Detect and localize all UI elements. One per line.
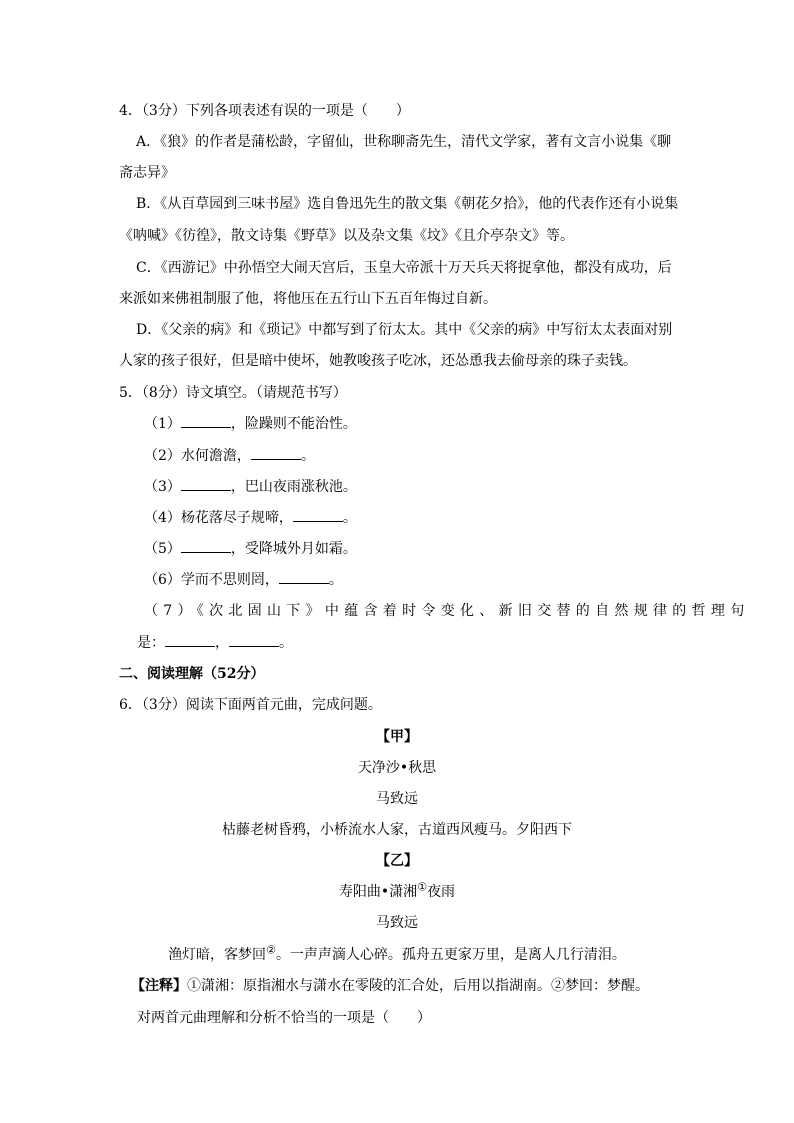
q5-item-7-after: 。 (279, 635, 293, 651)
q5-item-7-line1: （7）《次北固山下》中蕴含着时令变化、新旧交替的自然规律的哲理句 (144, 603, 750, 619)
footnote-mark-2: ② (266, 943, 276, 957)
q4-option-c-line1: C．《西游记》中孙悟空大闹天宫后，玉皇大帝派十万天兵天将捉拿他，都没有成功，后 (136, 260, 672, 276)
poem-b-text-after: 。一声声滴人心碎。孤舟五更家万里，是离人几行清泪。 (275, 947, 626, 963)
q5-item-3-after: ，巴山夜雨涨秋池。 (230, 479, 357, 495)
answer-blank (279, 570, 329, 584)
q5-item-1 (144, 414, 357, 434)
poem-a-author: 马致远 (376, 791, 418, 807)
answer-blank (293, 508, 343, 522)
q5-stem: 5．（8分）诗文填空。（请规范书写） (119, 385, 347, 401)
q5-item-2-after: 。 (300, 448, 315, 464)
q4-option-b-line2: 《呐喊》《彷徨》，散文诗集《野草》以及杂文集《坟》《且介亭杂文》等。 (119, 228, 574, 244)
poem-b-title-before: 寿阳曲•潇湘 (338, 884, 418, 900)
section-2-heading: 二、阅读理解（52分） (119, 666, 265, 682)
q5-item-2-before: 水何澹澹， (180, 448, 251, 464)
q5-item-3 (144, 477, 357, 497)
q5-item-6-after: 。 (328, 572, 343, 588)
poem-b-text (119, 945, 675, 965)
q4-option-b-line1: B．《从百草园到三味书屋》选自鲁迅先生的散文集《朝花夕拾》，他的代表作还有小说集 (136, 196, 679, 212)
q5-item-5-after: ，受降城外月如霜。 (230, 541, 357, 557)
q4-stem: 4．（3分）下列各项表述有误的一项是（ ） (119, 103, 410, 119)
answer-blank (181, 477, 231, 491)
poem-a-text: 枯藤老树昏鸦，小桥流水人家，古道西风瘦马。夕阳西下 (222, 822, 572, 838)
q5-item-1-after: ，险躁则不能治性。 (230, 416, 357, 432)
q5-item-3-prefix: （3） (144, 479, 181, 495)
q5-item-1-prefix: （1） (144, 416, 181, 432)
poem-b-title-after: 夜雨 (427, 884, 456, 900)
note-label: 【注释】 (131, 978, 187, 994)
poem-a-label: 【甲】 (376, 729, 418, 745)
q5-item-6-prefix: （6） (144, 572, 181, 588)
q5-item-4-after: 。 (342, 510, 357, 526)
q6-stem: 6．（3分）阅读下面两首元曲，完成问题。 (119, 697, 382, 713)
q6-question: 对两首元曲理解和分析不恰当的一项是（ ） (137, 1010, 431, 1026)
poem-b-label: 【乙】 (376, 853, 418, 869)
poem-b-author: 马致远 (376, 915, 418, 931)
q5-item-6 (144, 570, 343, 590)
answer-blank (251, 446, 301, 460)
q5-item-7-before: 是： (137, 635, 165, 651)
q4-option-d-line1: D．《父亲的病》和《琐记》中都写到了衍太太。其中《父亲的病》中写衍太太表面对别 (136, 322, 673, 338)
q5-item-6-before: 学而不思则罔， (180, 572, 279, 588)
answer-blank (165, 633, 215, 647)
q4-option-c-line2: 来派如来佛祖制服了他，将他压在五行山下五百年悔过自新。 (119, 291, 497, 307)
q5-item-4 (144, 508, 357, 528)
footnote-mark-1: ① (417, 880, 428, 894)
q5-item-4-prefix: （4） (144, 510, 181, 526)
q4-option-a-line1: A．《狼》的作者是蒲松龄，字留仙，世称聊斋先生，清代文学家，著有文言小说集《聊 (136, 134, 672, 150)
q4-option-a-line2: 斋志异》 (119, 165, 175, 181)
q4-option-d-line2: 人家的孩子很好，但是暗中使坏，她教唆孩子吃冰，还怂恿我去偷母亲的珠子卖钱。 (119, 353, 637, 369)
answer-blank (229, 633, 279, 647)
q5-item-5-prefix: （5） (144, 541, 181, 557)
poem-b-title (119, 882, 675, 902)
poem-b-text-before: 渔灯暗，客梦回 (168, 947, 267, 963)
q5-item-5 (144, 539, 357, 559)
answer-blank (181, 414, 231, 428)
q5-item-4-before: 杨花落尽子规啼， (180, 510, 293, 526)
q5-item-2 (144, 446, 315, 466)
poem-a-title: 天净沙•秋思 (357, 760, 437, 776)
q5-item-7-line2 (137, 633, 293, 653)
q5-item-2-prefix: （2） (144, 448, 181, 464)
note-text: ①潇湘：原指湘水与潇水在零陵的汇合处，后用以指湖南。②梦回：梦醒。 (187, 978, 649, 994)
q5-item-7-mid: ， (215, 635, 229, 651)
q6-note (131, 976, 649, 996)
answer-blank (181, 539, 231, 553)
